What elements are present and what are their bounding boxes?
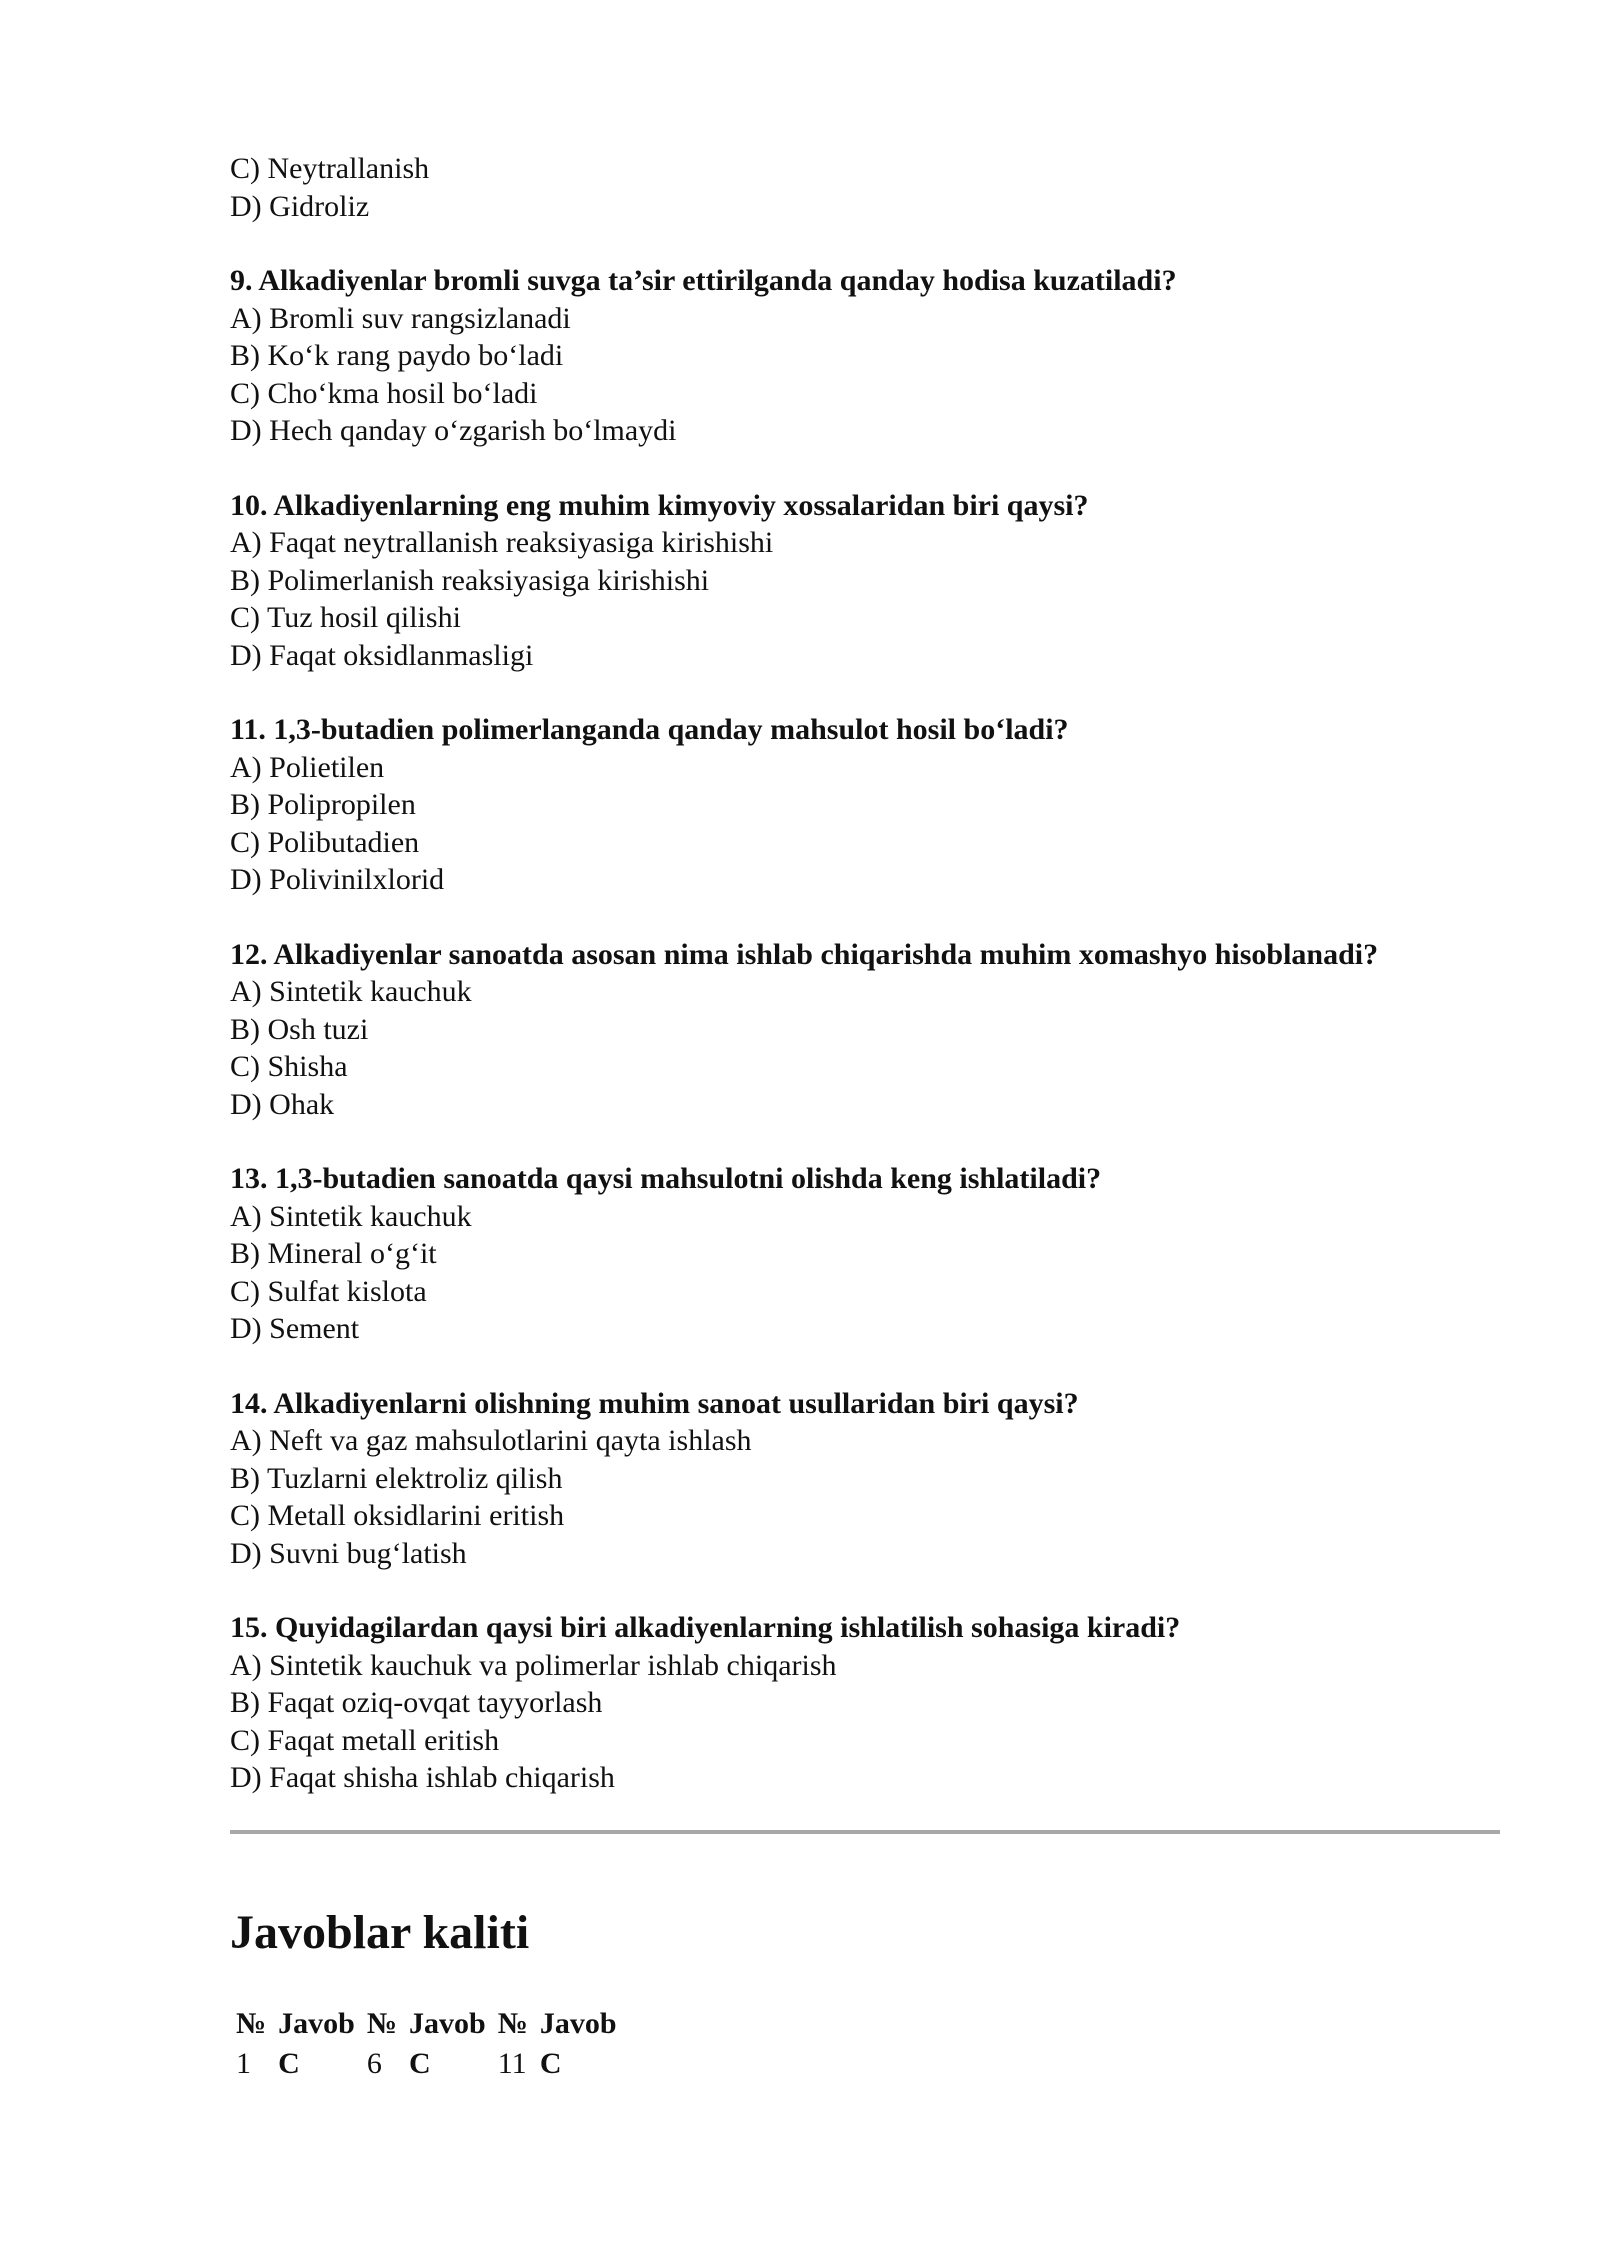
question-title: 12. Alkadiyenlar sanoatda asosan nima ishlab chiqarishda muhim xomashyo hisoblanadi?: [230, 937, 1379, 971]
answer-cell: C: [539, 2047, 562, 2080]
table-header-row: [230, 2004, 623, 2044]
quiz-content: [230, 150, 1500, 1797]
option-line: C) Cho‘kma hosil bo‘ladi: [230, 376, 538, 410]
table-row: [230, 2044, 623, 2084]
option-line: D) Gidroliz: [230, 189, 370, 223]
option-line: C) Neytrallanish: [230, 152, 430, 185]
option-line: A) Sintetik kauchuk: [230, 975, 472, 1008]
column-header: Javob: [409, 2007, 486, 2040]
column-header: Javob: [278, 2007, 355, 2040]
option-line: C) Shisha: [230, 1050, 348, 1083]
question-block: [230, 487, 1500, 675]
option-line: D) Polivinilxlorid: [230, 863, 445, 896]
option-line: A) Faqat neytrallanish reaksiyasiga kirishishi: [230, 526, 774, 559]
option-line: D) Hech qanday o‘zgarish bo‘lmaydi: [230, 414, 677, 447]
option-line: A) Sintetik kauchuk va polimerlar ishlab chiqarish: [230, 1648, 837, 1682]
question-title: 10. Alkadiyenlarning eng muhim kimyoviy xossalaridan biri qaysi?: [230, 488, 1089, 522]
answer-key-heading: Javoblar kaliti: [230, 1906, 530, 1959]
option-line: B) Ko‘k rang paydo bo‘ladi: [230, 339, 564, 372]
option-line: B) Polipropilen: [230, 788, 416, 821]
question-number-cell: 11: [497, 2047, 527, 2080]
question-number-cell: 6: [366, 2047, 382, 2080]
answer-cell: C: [278, 2047, 300, 2080]
column-header: №: [366, 2007, 397, 2040]
option-line: D) Suvni bug‘latish: [230, 1536, 467, 1570]
option-line: B) Polimerlanish reaksiyasiga kirishishi: [230, 563, 710, 597]
option-line: A) Sintetik kauchuk: [230, 1199, 472, 1233]
option-line: B) Osh tuzi: [230, 1012, 369, 1046]
horizontal-divider: [230, 1830, 1500, 1834]
column-header: Javob: [539, 2007, 617, 2040]
question-block: [230, 262, 1500, 450]
option-line: C) Sulfat kislota: [230, 1274, 427, 1308]
answer-cell: C: [409, 2047, 431, 2080]
option-line: D) Faqat oksidlanmasligi: [230, 638, 534, 672]
option-line: A) Polietilen: [230, 750, 385, 784]
option-line: C) Faqat metall eritish: [230, 1723, 500, 1757]
question-title: 11. 1,3-butadien polimerlanganda qanday mahsulot hosil bo‘ladi?: [230, 713, 1069, 746]
option-line: A) Neft va gaz mahsulotlarini qayta ishlash: [230, 1424, 752, 1457]
answer-key-table: [230, 2004, 623, 2084]
option-line: D) Faqat shisha ishlab chiqarish: [230, 1761, 615, 1794]
column-header: №: [497, 2007, 528, 2040]
question-block: [230, 1160, 1500, 1348]
option-line: B) Faqat oziq-ovqat tayyorlash: [230, 1686, 603, 1719]
column-header: №: [236, 2007, 267, 2040]
question-number-cell: 1: [236, 2047, 251, 2080]
option-line: C) Tuz hosil qilishi: [230, 601, 461, 634]
question-title: 15. Quyidagilardan qaysi biri alkadiyenlarning ishlatilish sohasiga kiradi?: [230, 1611, 1181, 1644]
option-line: A) Bromli suv rangsizlanadi: [230, 301, 571, 335]
question-block: [230, 936, 1500, 1124]
option-line: C) Metall oksidlarini eritish: [230, 1499, 565, 1532]
option-line: B) Tuzlarni elektroliz qilish: [230, 1461, 563, 1495]
question-block: [230, 711, 1500, 899]
question-title: 13. 1,3-butadien sanoatda qaysi mahsulotni olishda keng ishlatiladi?: [230, 1162, 1102, 1195]
question-title: 14. Alkadiyenlarni olishning muhim sanoat usullaridan biri qaysi?: [230, 1386, 1079, 1420]
option-line: C) Polibutadien: [230, 825, 420, 859]
option-line: B) Mineral o‘g‘it: [230, 1237, 437, 1270]
option-line: D) Ohak: [230, 1087, 335, 1121]
option-line: D) Sement: [230, 1312, 360, 1345]
question-block: [230, 1609, 1500, 1797]
question-title: 9. Alkadiyenlar bromli suvga ta’sir ettirilganda qanday hodisa kuzatiladi?: [230, 264, 1177, 297]
question-block: [230, 1385, 1500, 1573]
